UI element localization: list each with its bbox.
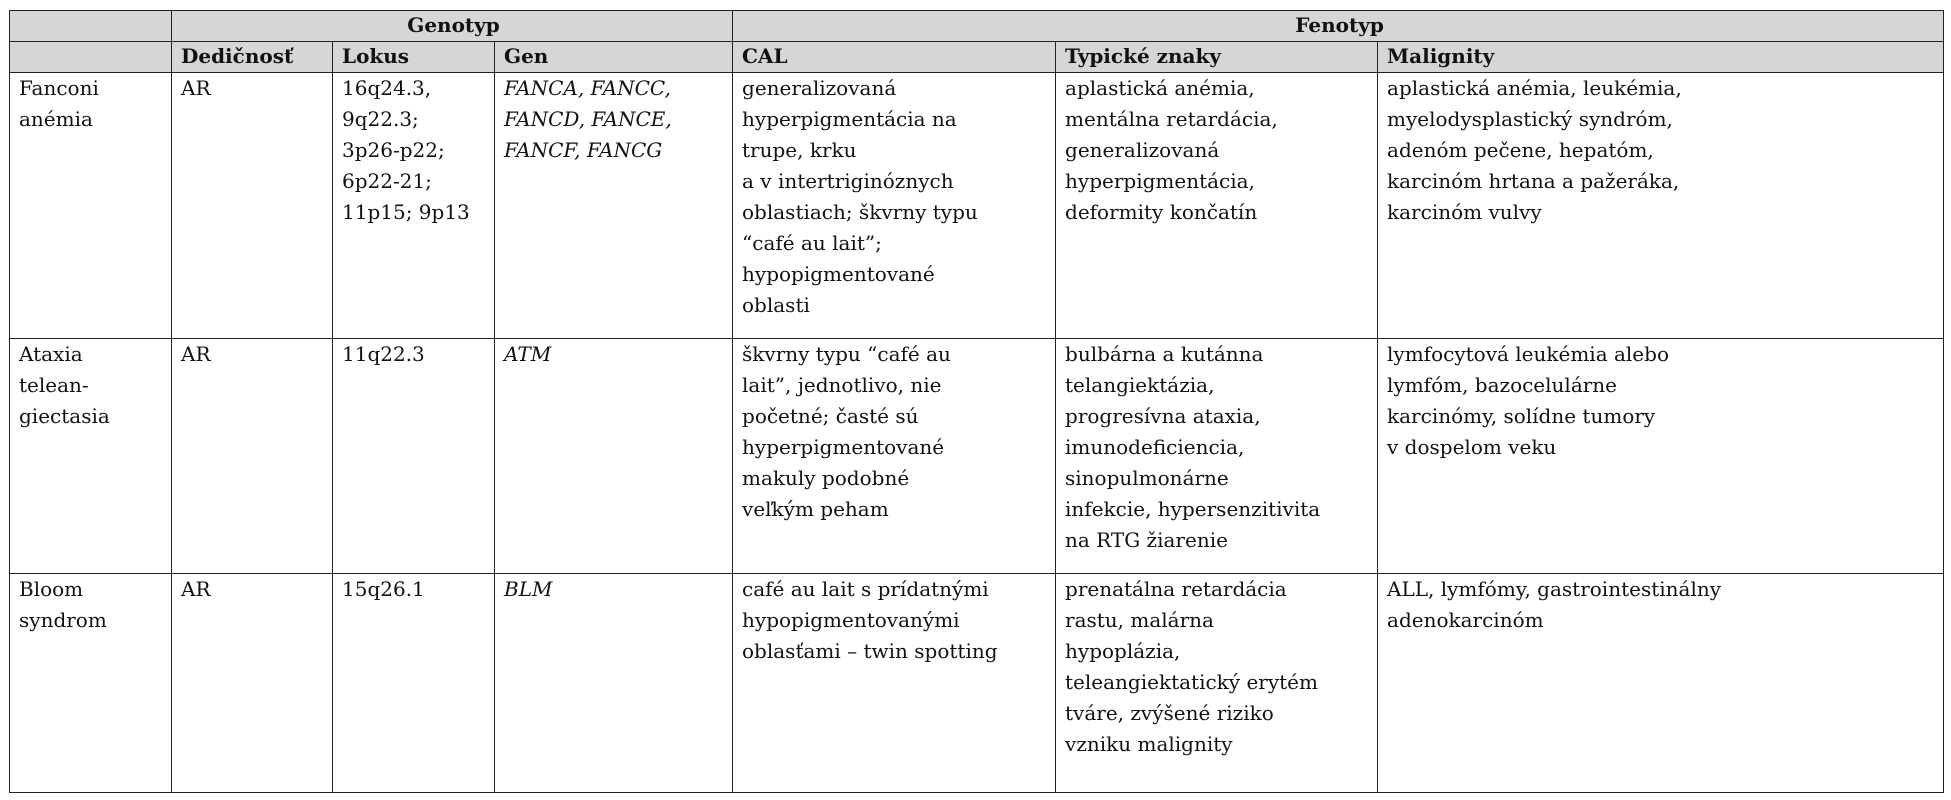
text-line: lait”, jednotlivo, nie [742,373,942,397]
cal-header: CAL [733,42,1056,73]
text-line: oblasti [742,293,810,317]
gen-cell [495,339,733,574]
gen-header: Gen [495,42,733,73]
text-line: sinopulmonárne [1065,466,1229,490]
text-line: adenokarcinóm [1387,608,1544,632]
text-line: ALL, lymfómy, gastrointestinálny [1387,577,1722,601]
text-line: aplastická anémia, leukémia, [1387,76,1682,100]
text-line: infekcie, hypersenzitivita [1065,497,1321,521]
text-line: karcinómy, solídne tumory [1387,404,1656,428]
text-line: na RTG žiarenie [1065,528,1228,552]
text-line: Bloom [19,577,84,601]
text-line: početné; časté sú [742,404,919,428]
gen-cell [495,73,733,339]
typicke-znaky-header: Typické znaky [1056,42,1378,73]
text-line: makuly podobné [742,466,910,490]
text-line: prenatálna retardácia [1065,577,1287,601]
text-line: Fanconi [19,76,99,100]
text-line: škvrny typu “café au [742,342,951,366]
text-line: 11p15; 9p13 [342,200,470,224]
text-line: v dospelom veku [1387,435,1557,459]
text-line: ATM [504,342,552,366]
text-line: 11q22.3 [342,342,425,366]
header-row-groups [10,11,1944,42]
header-row-columns [10,42,1944,73]
malignity-cell [1378,339,1944,574]
text-line: adenóm pečene, hepatóm, [1387,138,1654,162]
text-line: teleangiektatický erytém [1065,670,1318,694]
text-line: aplastická anémia, [1065,76,1255,100]
text-line: syndrom [19,608,107,632]
text-line: myelodysplastický syndróm, [1387,107,1673,131]
text-line: café au lait s prídatnými [742,577,989,601]
text-line: hypoplázia, [1065,639,1181,663]
text-line: generalizovaná [742,76,897,100]
lokus-cell [333,73,495,339]
text-line: giectasia [19,404,110,428]
lokus-cell [333,574,495,793]
text-line: oblasťami – twin spotting [742,639,998,663]
text-line: karcinóm hrtana a pažeráka, [1387,169,1680,193]
text-line: 6p22-21; [342,169,432,193]
dedicnost-cell: AR [172,73,333,339]
malignity-cell [1378,574,1944,793]
text-line: 16q24.3, [342,76,432,100]
malignity-header: Malignity [1378,42,1944,73]
table-row [10,73,1944,339]
dedicnost-cell: AR [172,339,333,574]
text-line: generalizovaná [1065,138,1220,162]
text-line: anémia [19,107,93,131]
text-line: 9q22.3; [342,107,419,131]
text-line: hyperpigmentácia, [1065,169,1255,193]
typicke-znaky-cell [1056,574,1378,793]
text-line: BLM [504,577,553,601]
text-line: hypopigmentované [742,262,935,286]
text-line: hyperpigmentácia na [742,107,957,131]
text-line: telean- [19,373,89,397]
text-line: bulbárna a kutánna [1065,342,1264,366]
text-line: progresívna ataxia, [1065,404,1261,428]
typicke-znaky-cell [1056,339,1378,574]
cal-cell [733,73,1056,339]
table-row [10,574,1944,793]
text-line: FANCF, FANCG [504,138,663,162]
cal-cell [733,339,1056,574]
text-line: FANCD, FANCE, [504,107,672,131]
corner-cell-2 [10,42,172,73]
gen-cell [495,574,733,793]
text-line: hypopigmentovanými [742,608,960,632]
lokus-cell [333,339,495,574]
table-row [10,339,1944,574]
cal-cell [733,574,1056,793]
text-line: vzniku malignity [1065,732,1233,756]
text-line: veľkým peham [742,497,889,521]
lokus-header: Lokus [333,42,495,73]
text-line: mentálna retardácia, [1065,107,1278,131]
genotyp-header: Genotyp [172,11,733,42]
text-line: tváre, zvýšené riziko [1065,701,1274,725]
text-line: 3p26-p22; [342,138,445,162]
text-line: trupe, krku [742,138,857,162]
text-line: lymfocytová leukémia alebo [1387,342,1669,366]
text-line: Ataxia [19,342,83,366]
text-line: oblastiach; škvrny typu [742,200,978,224]
text-line: telangiektázia, [1065,373,1215,397]
text-line: “café au lait”; [742,231,882,255]
syndrome-name-cell [10,73,172,339]
text-line: karcinóm vulvy [1387,200,1542,224]
text-line: a v intertriginóznych [742,169,954,193]
dedicnost-cell: AR [172,574,333,793]
syndrome-table [9,10,1944,793]
corner-cell [10,11,172,42]
dedicnost-header: Dedičnosť [172,42,333,73]
syndrome-name-cell [10,574,172,793]
fenotyp-header: Fenotyp [733,11,1944,42]
text-line: rastu, malárna [1065,608,1214,632]
text-line: deformity končatín [1065,200,1258,224]
syndrome-name-cell [10,339,172,574]
text-line: hyperpigmentované [742,435,945,459]
malignity-cell [1378,73,1944,339]
text-line: lymfóm, bazocelulárne [1387,373,1618,397]
text-line: imunodeficiencia, [1065,435,1245,459]
text-line: 15q26.1 [342,577,425,601]
typicke-znaky-cell [1056,73,1378,339]
text-line: FANCA, FANCC, [504,76,671,100]
